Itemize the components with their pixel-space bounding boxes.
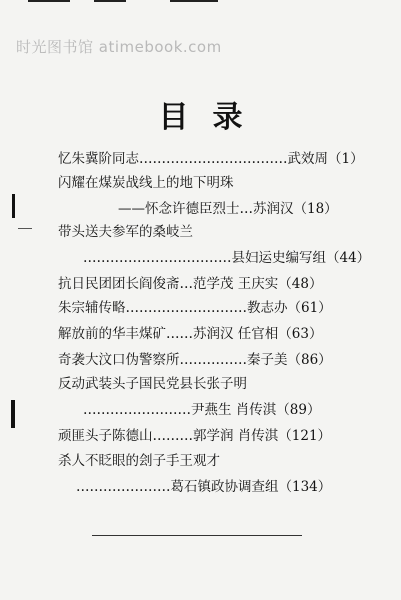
toc-entry: 抗日民团团长阎俊斋…范学茂 王庆实（48）	[58, 276, 323, 292]
watermark: 时光图书馆 atimebook.com	[16, 38, 222, 56]
toc-entry: 朱宗辅传略………………………教志办（61）	[58, 300, 332, 316]
toc-entry: 带头送夫参军的桑岐兰	[58, 224, 193, 240]
top-edge-mark	[28, 0, 70, 2]
toc-entry: 忆朱冀阶同志……………………………武效周（1）	[58, 151, 364, 167]
toc-entry: 顽匪头子陈德山………郭学润 肖传淇（121）	[58, 428, 332, 444]
toc-entry: 杀人不眨眼的刽子手王观才	[58, 453, 220, 469]
scan-artifact	[12, 194, 15, 218]
toc-entry: 反动武装头子国民党县长张子明	[58, 376, 247, 392]
toc-entry-sub: ……………………尹燕生 肖传淇（89）	[83, 402, 321, 418]
top-edge-mark	[94, 0, 126, 2]
scan-artifact	[11, 400, 15, 428]
top-edge-mark	[170, 0, 218, 2]
toc-entry: 奇袭大汶口伪警察所……………秦子美（86）	[58, 352, 332, 368]
toc-entry: 解放前的华丰煤矿……苏润汉 任官相（63）	[58, 326, 323, 342]
scan-artifact	[18, 228, 32, 229]
page-title: 目录	[158, 100, 267, 135]
toc-entry: 闪耀在煤炭战线上的地下明珠	[58, 175, 234, 191]
toc-entry-sub: ……………………………县妇运史编写组（44）	[83, 250, 371, 266]
toc-entry-sub: ——怀念许德臣烈士…苏润汉（18）	[118, 201, 338, 217]
bottom-rule	[92, 535, 302, 536]
toc-entry-sub: …………………葛石镇政协调查组（134）	[76, 479, 332, 495]
